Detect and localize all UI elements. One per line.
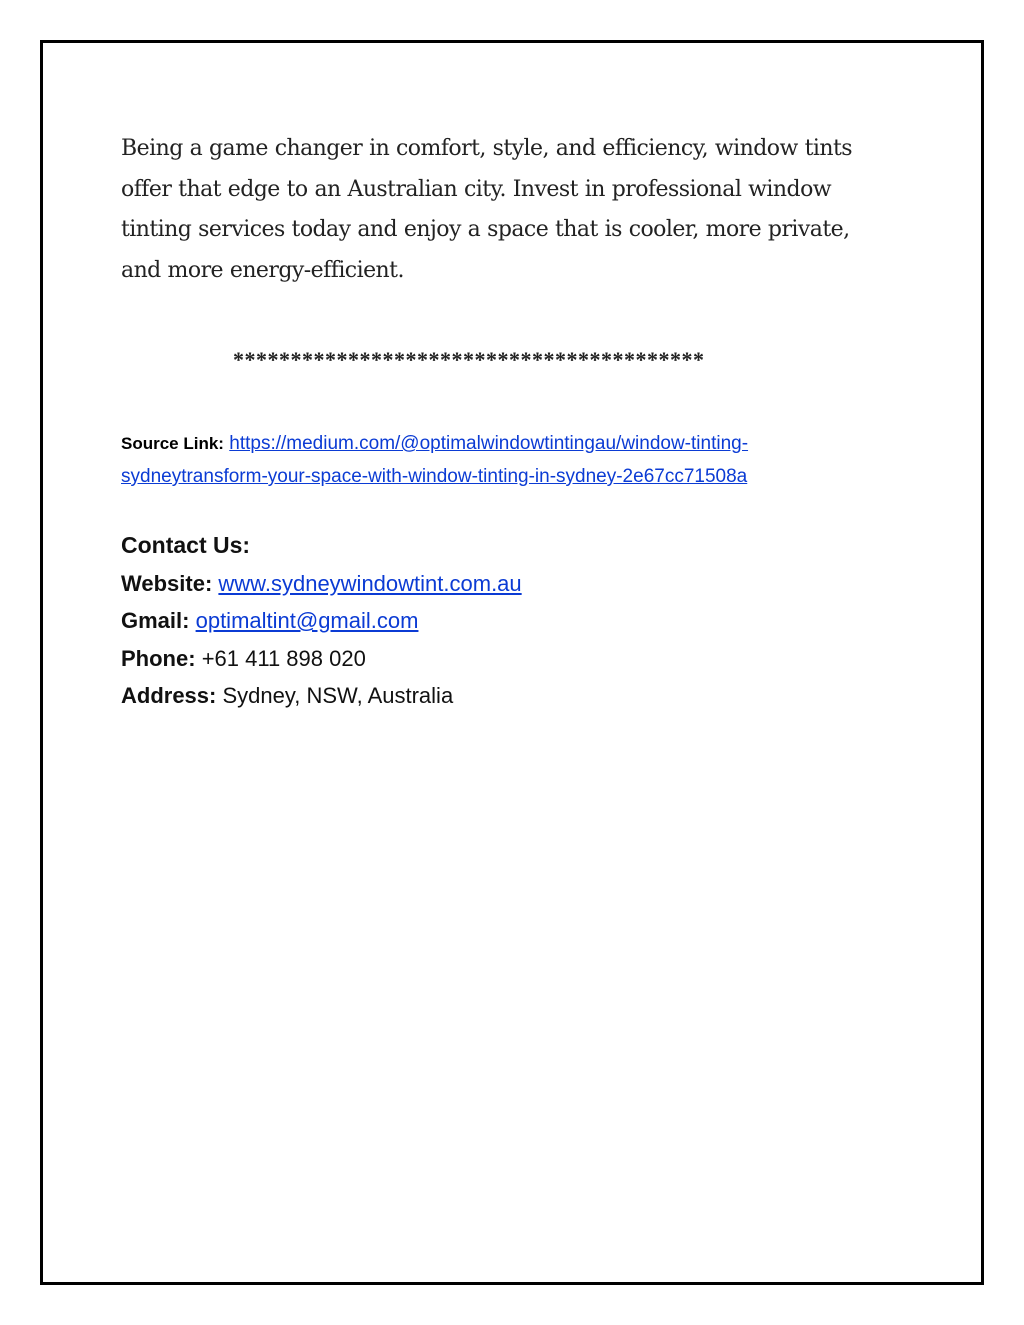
website-label: Website:	[121, 570, 213, 596]
source-block	[121, 427, 921, 493]
source-link-label: Source Link:	[121, 434, 224, 453]
gmail-row	[121, 602, 921, 640]
address-label: Address:	[121, 683, 217, 708]
paragraph-line-3: tinting services today and enjoy a space that is cooler, more private,	[121, 217, 850, 242]
website-link[interactable]: www.sydneywindowtint.com.au	[218, 570, 522, 596]
contact-block	[121, 527, 921, 715]
phone-label: Phone:	[121, 645, 196, 671]
intro-paragraph	[121, 129, 911, 291]
website-row	[121, 565, 921, 603]
contact-heading: Contact Us:	[121, 532, 251, 558]
address-value: Sydney, NSW, Australia	[222, 683, 454, 708]
phone-row	[121, 640, 921, 678]
paragraph-line-2: offer that edge to an Australian city. Invest in professional window	[121, 176, 832, 202]
asterisk-separator: *****************************************	[233, 347, 705, 372]
paragraph-line-1: Being a game changer in comfort, style, and efficiency, window tints	[121, 136, 853, 161]
phone-value: +61 411 898 020	[201, 645, 366, 671]
page-frame	[40, 40, 984, 1285]
gmail-label: Gmail:	[121, 608, 190, 633]
source-link-url-line-1[interactable]: https://medium.com/@optimalwindowtintingau/window-tinting-	[229, 433, 749, 454]
gmail-link[interactable]: optimaltint@gmail.com	[195, 608, 419, 633]
address-row	[121, 677, 921, 715]
paragraph-line-4: and more energy-efficient.	[121, 257, 404, 283]
source-link-url-line-2[interactable]: sydneytransform-your-space-with-window-tinting-in-sydney-2e67cc71508a	[121, 466, 748, 487]
